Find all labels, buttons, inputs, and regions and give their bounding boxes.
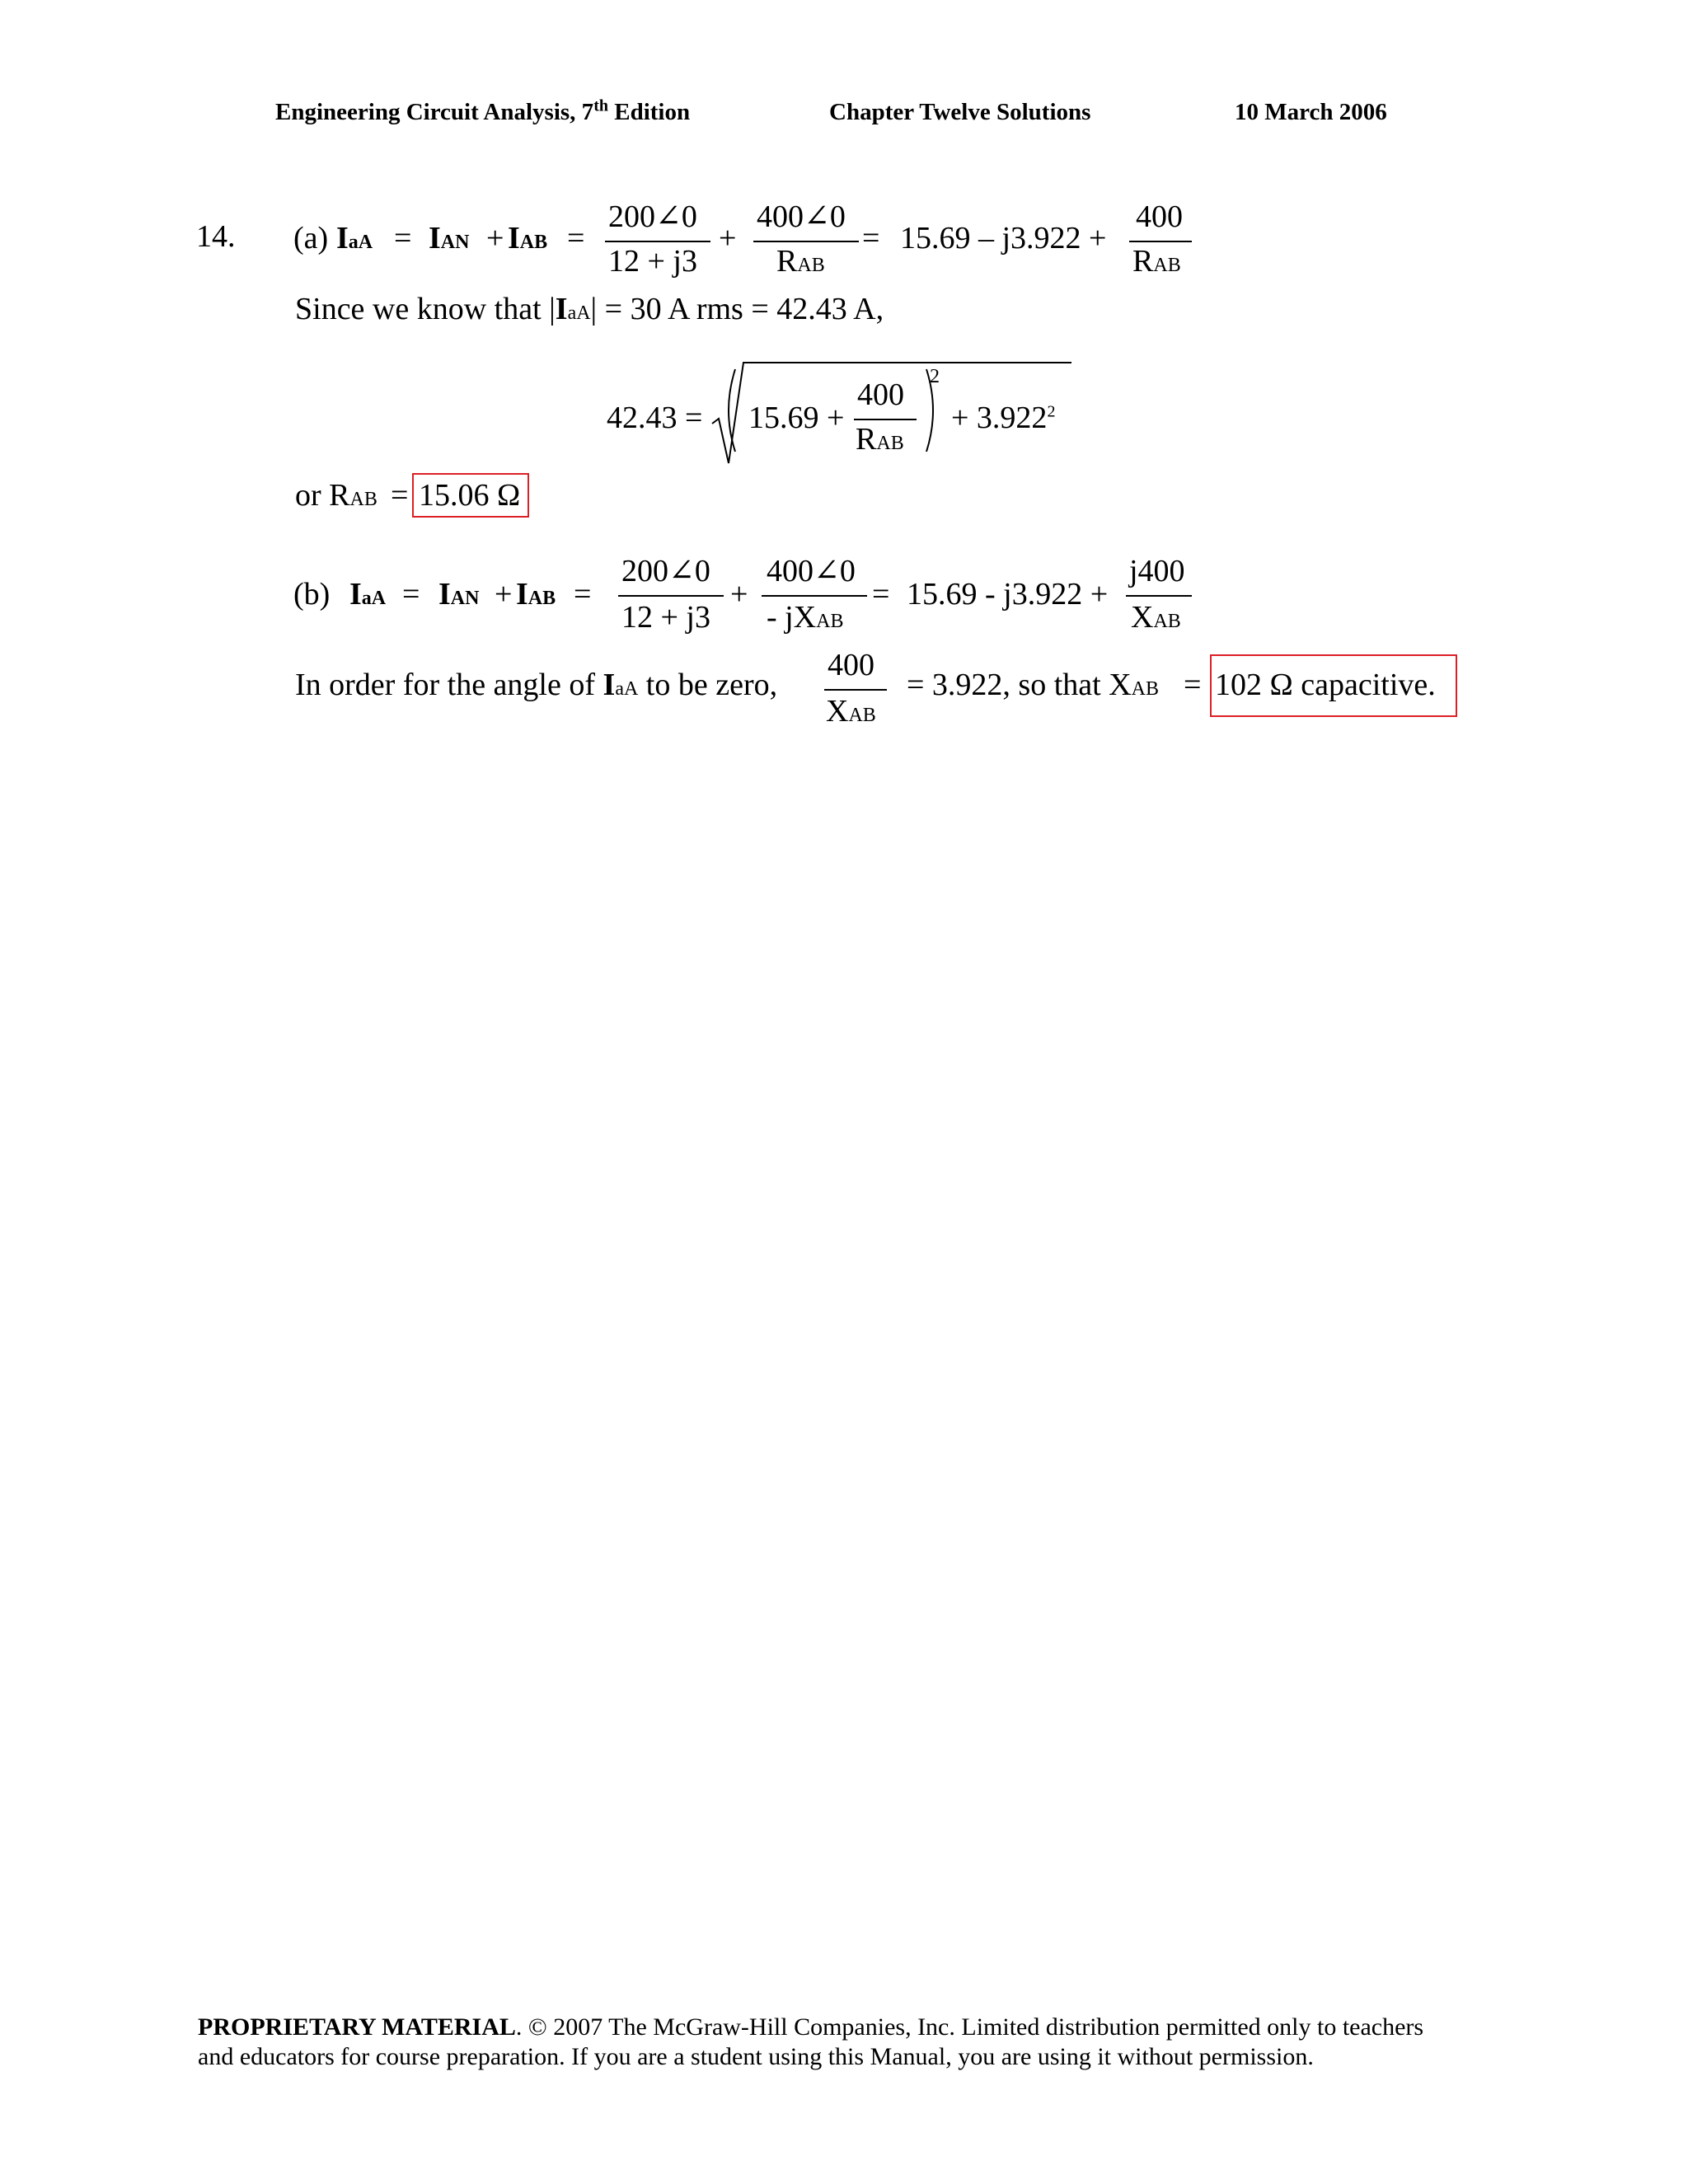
fraction-bar [824, 689, 887, 691]
part-a-label: (a) [293, 221, 329, 255]
fraction-bar [605, 241, 710, 242]
plus-sign: + [495, 577, 513, 612]
header-date: 10 March 2006 [1235, 99, 1387, 125]
equals-sign: = [862, 221, 880, 255]
outer-exponent: 2 [930, 366, 940, 387]
equals-sign: = [574, 577, 592, 612]
fraction-bar [618, 595, 724, 597]
book-title: Engineering Circuit Analysis, 7th Edition [275, 96, 691, 125]
frac1-denominator: 12 + j3 [608, 244, 697, 279]
frac2-numerator: 400∠0 [757, 199, 846, 234]
answer-a-value: 15.06 Ω [419, 478, 521, 513]
result-expression: 15.69 – j3.922 + [900, 221, 1107, 255]
frac1-numerator: 200∠0 [608, 199, 697, 234]
fraction-bar [854, 419, 917, 420]
equals-sign: = [567, 221, 585, 255]
plus-sign: + [486, 221, 504, 255]
fraction-bar [1126, 595, 1192, 597]
current-iab: IAB [508, 221, 548, 255]
frac3-denominator: XAB [1131, 600, 1181, 635]
answer-a-prefix: or RAB [295, 478, 377, 513]
frac3-numerator: j400 [1129, 554, 1185, 588]
current-iab: IAB [516, 577, 556, 612]
frac3-numerator: 400 [1136, 199, 1183, 234]
frac2-numerator: 400∠0 [767, 554, 856, 588]
plus-sign: + [730, 577, 748, 612]
sqrt-inner-term-b: + $3.922^2$ [951, 401, 1056, 435]
current-ian: IAN [438, 577, 480, 612]
current-ian: IAN [429, 221, 470, 255]
frac2-denominator: - jXAB [767, 600, 844, 635]
equals-sign: = [394, 221, 412, 255]
chapter-title: Chapter Twelve Solutions [829, 99, 1091, 125]
fraction-bar [753, 241, 859, 242]
order-frac-denominator: XAB [826, 694, 876, 729]
frac1-denominator: 12 + j3 [621, 600, 710, 635]
equals-sign: = [1184, 668, 1202, 702]
sqrt-frac-numerator: 400 [857, 377, 904, 412]
sqrt-inner-term: 15.69 + [748, 401, 845, 435]
problem-number: 14. [196, 219, 236, 254]
order-result: = 3.922, so that XAB [907, 668, 1159, 702]
footer-line-1: PROPRIETARY MATERIAL. © 2007 The McGraw-Hill Companies, Inc. Limited distribution permitted only to teachers [198, 2013, 1424, 2041]
part-a-lhs: IaA [336, 221, 373, 255]
result-expression: 15.69 - j3.922 + [907, 577, 1109, 612]
frac2-denominator: RAB [776, 244, 825, 279]
fraction-bar [762, 595, 867, 597]
since-statement: Since we know that |IaA| = 30 A rms = 42.43 A, [295, 292, 884, 326]
part-b-lhs: IaA [349, 577, 387, 612]
fraction-bar [1129, 241, 1192, 242]
order-frac-numerator: 400 [828, 648, 874, 682]
answer-b-value: 102 Ω capacitive. [1215, 668, 1436, 702]
order-statement: In order for the angle of IaA to be zero, [295, 668, 778, 702]
equals-sign: = [391, 478, 409, 513]
equals-sign: = [872, 577, 890, 612]
frac1-numerator: 200∠0 [621, 554, 710, 588]
part-b-label: (b) [293, 577, 331, 612]
plus-sign: + [719, 221, 737, 255]
footer-line-2: and educators for course preparation. If you are a student using this Manual, you are using it without permission. [198, 2043, 1314, 2070]
sqrt-lhs: 42.43 = [607, 401, 703, 435]
sqrt-frac-denominator: RAB [856, 422, 904, 457]
equals-sign: = [402, 577, 420, 612]
frac3-denominator: RAB [1132, 244, 1181, 279]
